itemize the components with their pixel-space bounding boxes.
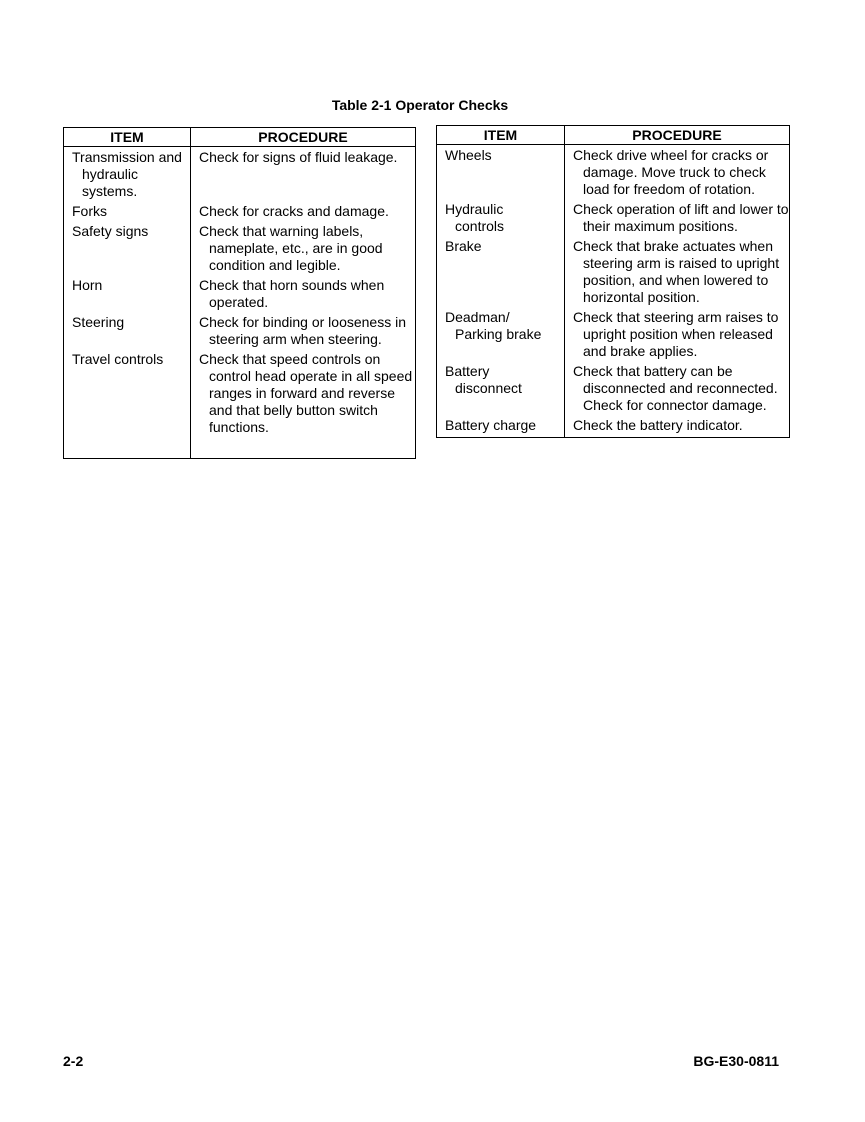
- header-row: [64, 128, 416, 147]
- item-cell: Wheels: [437, 145, 565, 202]
- table-row: [437, 238, 790, 309]
- item-cell: Horn: [64, 277, 191, 314]
- procedure-cell: Check that battery can be disconnected and reconnected. Check for connector damage.: [565, 363, 790, 417]
- table-row: [64, 351, 416, 459]
- table-row: [64, 147, 416, 204]
- table-row: [64, 223, 416, 277]
- procedure-cell: Check the battery indicator.: [565, 417, 790, 438]
- table-row: [437, 363, 790, 417]
- procedure-cell: Check that brake actuates when steering arm is raised to upright position, and when lowered to horizontal position.: [565, 238, 790, 309]
- procedure-cell: Check for binding or looseness in steering arm when steering.: [191, 314, 416, 351]
- item-header: ITEM: [64, 128, 191, 147]
- procedure-cell: Check for signs of fluid leakage.: [191, 147, 416, 204]
- item-cell: Forks: [64, 203, 191, 223]
- page-number: 2-2: [63, 1053, 84, 1069]
- item-cell: Safety signs: [64, 223, 191, 277]
- document-id: BG-E30-0811: [693, 1053, 779, 1069]
- item-cell: Deadman/ Parking brake: [437, 309, 565, 363]
- table-row: [437, 309, 790, 363]
- operator-checks-table-right: [436, 125, 790, 438]
- table-row: [437, 201, 790, 238]
- table-title: Table 2-1 Operator Checks: [331, 97, 509, 113]
- table-row: [64, 314, 416, 351]
- table-row: [64, 203, 416, 223]
- item-cell: Brake: [437, 238, 565, 309]
- procedure-cell: Check that steering arm raises to upright position when released and brake applies.: [565, 309, 790, 363]
- procedure-header: PROCEDURE: [191, 128, 416, 147]
- item-cell: Hydraulic controls: [437, 201, 565, 238]
- item-cell: Steering: [64, 314, 191, 351]
- item-header: ITEM: [437, 126, 565, 145]
- item-cell: Battery disconnect: [437, 363, 565, 417]
- item-cell: Travel controls: [64, 351, 191, 459]
- table-row: [437, 145, 790, 202]
- procedure-cell: Check for cracks and damage.: [191, 203, 416, 223]
- procedure-cell: Check operation of lift and lower to their maximum positions.: [565, 201, 790, 238]
- procedure-header: PROCEDURE: [565, 126, 790, 145]
- item-cell: Transmission and hydraulic systems.: [64, 147, 191, 204]
- operator-checks-table-left: [63, 127, 416, 459]
- item-cell: Battery charge: [437, 417, 565, 438]
- table-row: [437, 417, 790, 438]
- procedure-cell: Check that speed controls on control head operate in all speed ranges in forward and reverse and that belly button switch functions.: [191, 351, 416, 459]
- procedure-cell: Check that horn sounds when operated.: [191, 277, 416, 314]
- procedure-cell: Check that warning labels, nameplate, etc., are in good condition and legible.: [191, 223, 416, 277]
- table-row: [64, 277, 416, 314]
- header-row: [437, 126, 790, 145]
- procedure-cell: Check drive wheel for cracks or damage. Move truck to check load for freedom of rotation.: [565, 145, 790, 202]
